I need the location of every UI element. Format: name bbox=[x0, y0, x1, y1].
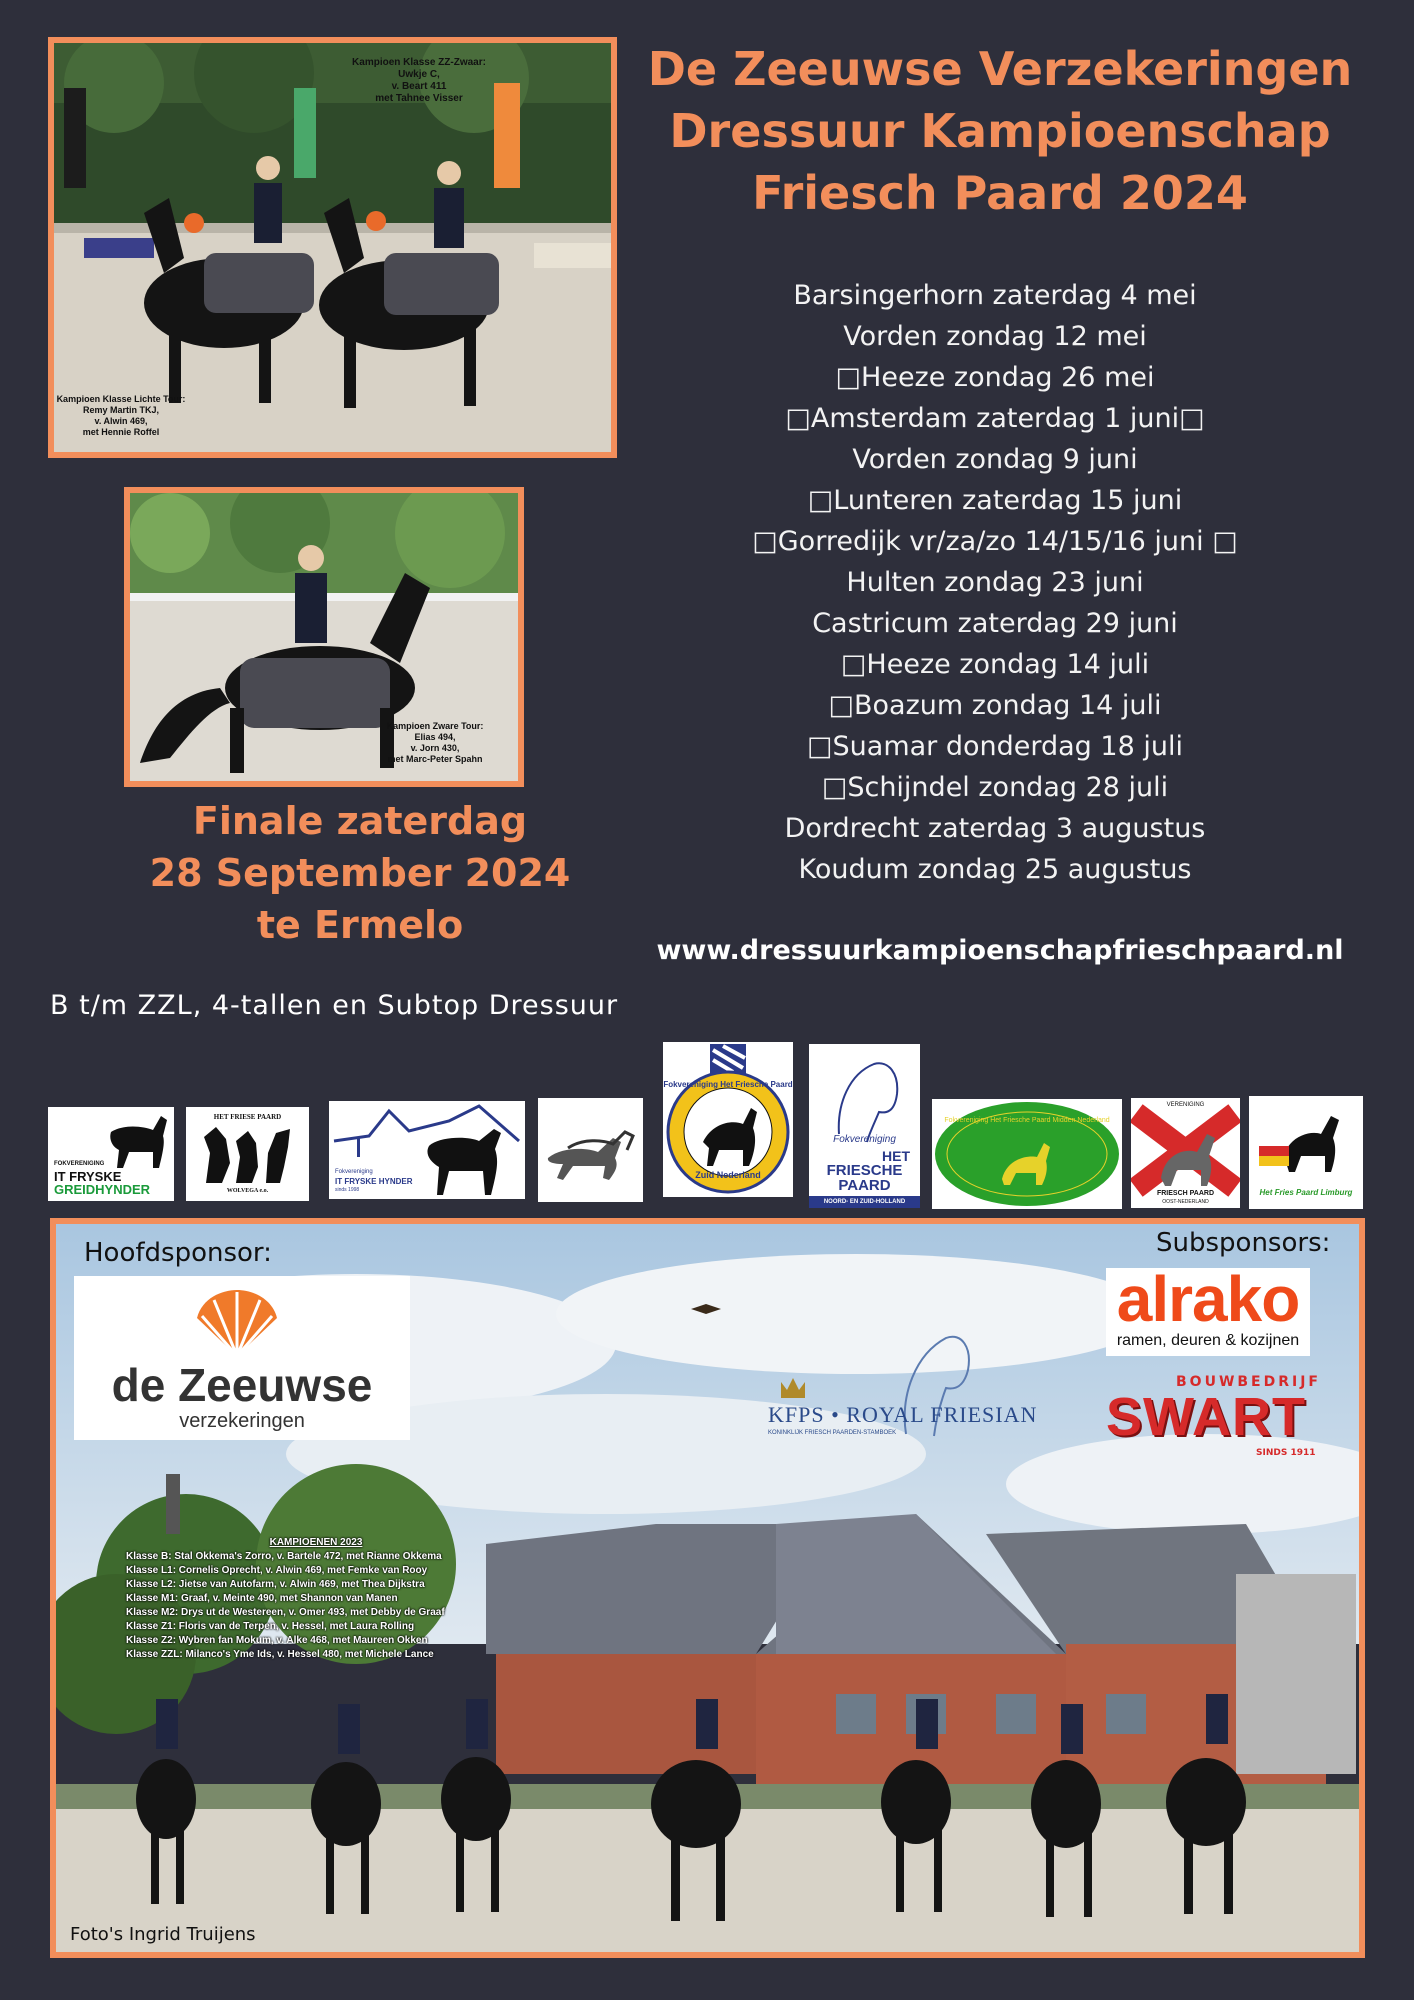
swart-wordmark: SWART bbox=[1106, 1387, 1306, 1447]
kampioen-line: Klasse M2: Drys ut de Westereen, v. Omer 493, met Debby de Graaf bbox=[126, 1607, 445, 1618]
caption-line: met Marc-Peter Spahn bbox=[387, 754, 483, 764]
logo-text: Het Fries Paard Limburg bbox=[1259, 1188, 1353, 1197]
logo-text: PAARD bbox=[838, 1177, 891, 1194]
photo-credit: Foto's Ingrid Truijens bbox=[70, 1924, 256, 1945]
kampioen-line: Klasse L1: Cornelis Oprecht, v. Alwin 469, met Femke van Rooy bbox=[126, 1565, 428, 1576]
zeeuwse-sub: verzekeringen bbox=[179, 1410, 305, 1432]
logo-text: Fokvereniging Het Friesche Paard Midden Nederland bbox=[944, 1117, 1110, 1124]
kampioenen-title: KAMPIOENEN 2023 bbox=[269, 1537, 363, 1548]
zeeuwse-wordmark: de Zeeuwse bbox=[111, 1359, 373, 1411]
schedule-item: □Heeze zondag 26 mei bbox=[835, 362, 1155, 393]
schedule-item: Koudum zondag 25 augustus bbox=[798, 854, 1192, 885]
logo-text: OOST-NEDERLAND bbox=[1162, 1199, 1209, 1205]
schedule-item: Castricum zaterdag 29 juni bbox=[812, 608, 1178, 639]
schedule-item: Vorden zondag 12 mei bbox=[843, 321, 1147, 352]
schedule-item: Vorden zondag 9 juni bbox=[852, 444, 1138, 475]
logo-text: FRIESCH PAARD bbox=[1156, 1190, 1215, 1197]
logo-text: FRIESCHE bbox=[826, 1162, 903, 1179]
hoofdsponsor-label: Hoofdsponsor: bbox=[84, 1238, 272, 1268]
logo-swart bbox=[1106, 1374, 1321, 1464]
photo1-caption-bottom bbox=[56, 394, 186, 438]
schedule-item: Barsingerhorn zaterdag 4 mei bbox=[793, 280, 1197, 311]
schedule-item: □Suamar donderdag 18 juli bbox=[807, 731, 1183, 762]
logo-het-friesche-paard-noord-zuid-holland bbox=[809, 1044, 920, 1208]
caption-line: met Tahnee Visser bbox=[375, 93, 463, 104]
title-line: Dressuur Kampioenschap bbox=[669, 104, 1331, 158]
caption-line: v. Jorn 430, bbox=[410, 743, 460, 753]
logo-de-zeeuwse bbox=[74, 1276, 410, 1440]
caption-line: Elias 494, bbox=[414, 732, 456, 742]
logo-text: NOORD- EN ZUID-HOLLAND bbox=[809, 1196, 920, 1208]
schedule-item: Hulten zondag 23 juni bbox=[846, 567, 1144, 598]
kampioen-line: Klasse L2: Jietse van Autofarm, v. Alwin 469, met Thea Dijkstra bbox=[126, 1579, 425, 1590]
logo-text: FOKVERENIGING bbox=[54, 1161, 105, 1167]
logo-it-fryske-hynder bbox=[329, 1101, 525, 1199]
photo-ring-pair bbox=[48, 37, 617, 458]
logo-het-fries-paard-limburg bbox=[1249, 1096, 1363, 1209]
finale-line: Finale zaterdag bbox=[192, 799, 528, 843]
schedule-item: □Heeze zondag 14 juli bbox=[840, 649, 1150, 680]
shell-icon bbox=[192, 1288, 282, 1358]
logo-text: IT FRYSKE HYNDER bbox=[335, 1177, 413, 1186]
logo-het-friese-paard-wolvega bbox=[186, 1107, 309, 1201]
kfps-text-a bbox=[768, 1402, 1037, 1428]
kfps-friesian: FRIESIAN bbox=[930, 1402, 1038, 1427]
kampioen-line: Klasse B: Stal Okkema's Zorro, v. Bartele 472, met Rianne Okkema bbox=[126, 1551, 442, 1562]
kampioen-line: Klasse Z2: Wybren fan Mokum, v. Alke 468, met Maureen Okken bbox=[126, 1635, 428, 1646]
photo-zware-tour bbox=[124, 487, 524, 787]
event-schedule bbox=[700, 275, 1290, 890]
caption-line: Remy Martin TKJ, bbox=[82, 405, 160, 415]
logo-text: Fokvereniging Het Friesche Paard bbox=[663, 1080, 793, 1089]
logo-text: Fokvereniging bbox=[335, 1169, 373, 1175]
crown-icon bbox=[778, 1372, 808, 1402]
finale-block bbox=[110, 795, 610, 951]
kampioenen-list bbox=[126, 1536, 506, 1662]
logo-text: WOLVEGA e.o. bbox=[226, 1188, 269, 1194]
caption-line: v. Beart 411 bbox=[391, 81, 447, 92]
green-oval-icon bbox=[932, 1099, 1122, 1209]
logo-text: IT FRYSKE bbox=[54, 1169, 122, 1184]
logo-fokvereniging-midden-nederland bbox=[932, 1099, 1122, 1209]
photo1-caption-top bbox=[304, 57, 534, 105]
swart-sub: SINDS 1911 bbox=[1256, 1448, 1316, 1458]
title-line: De Zeeuwse Verzekeringen bbox=[647, 42, 1353, 96]
logo-text: HET bbox=[882, 1148, 910, 1164]
website-link[interactable]: www.dressuurkampioenschapfrieschpaard.nl bbox=[656, 935, 1344, 966]
horse-head-sketch-icon bbox=[819, 1054, 910, 1144]
title-line: Friesch Paard 2024 bbox=[752, 166, 1248, 220]
caption-line: v. Alwin 469, bbox=[94, 416, 148, 426]
caption-line: Kampioen Klasse Lichte Tour: bbox=[56, 394, 186, 404]
alrako-sub: ramen, deuren & kozijnen bbox=[1116, 1332, 1300, 1349]
event-title bbox=[620, 38, 1380, 224]
kampioen-line: Klasse Z1: Floris van de Terpen, v. Hessel, met Laura Rolling bbox=[126, 1621, 415, 1632]
finale-line: 28 September 2024 bbox=[149, 851, 571, 895]
logo-text: VERENIGING bbox=[1166, 1102, 1205, 1108]
classes-text: B t/m ZZL, 4-tallen en Subtop Dressuur bbox=[50, 990, 619, 1021]
logo-text: GREIDHYNDER bbox=[54, 1182, 151, 1197]
logo-friesch-paard-oost-nederland bbox=[1131, 1098, 1240, 1208]
logo-text: HET FRIESE PAARD bbox=[213, 1113, 282, 1121]
kampioen-line: Klasse M1: Graaf, v. Meinte 490, met Shannon van Manen bbox=[126, 1593, 398, 1604]
alrako-wordmark: alrako bbox=[1116, 1263, 1300, 1335]
kampioen-line: Klasse ZZL: Milanco's Yme Ids, v. Hessel 480, met Michele Lance bbox=[126, 1649, 434, 1660]
caption-line: Uwkje C, bbox=[398, 69, 440, 80]
logo-text: sinds 1998 bbox=[335, 1187, 360, 1193]
schedule-item: □Boazum zondag 14 juli bbox=[828, 690, 1162, 721]
logo-text: Fokvereniging bbox=[833, 1134, 896, 1145]
logo-fokvereniging-zuid-nederland bbox=[663, 1042, 793, 1197]
kfps-sub: KONINKLIJK FRIESCH PAARDEN-STAMBOEK bbox=[768, 1430, 897, 1436]
rearing-horses-icon bbox=[196, 1123, 299, 1185]
logo-alrako bbox=[1106, 1263, 1310, 1356]
swart-top: BOUWBEDRIJF bbox=[1176, 1374, 1321, 1390]
schedule-item: Dordrecht zaterdag 3 augustus bbox=[784, 813, 1206, 844]
sponsors-photo bbox=[50, 1218, 1365, 1958]
photo2-caption bbox=[360, 721, 510, 765]
caption-line: Kampioen Zware Tour: bbox=[386, 721, 484, 731]
schedule-item: □Lunteren zaterdag 15 juni bbox=[807, 485, 1183, 516]
schedule-item: □Amsterdam zaterdag 1 juni□ bbox=[785, 403, 1205, 434]
caption-line: met Hennie Roffel bbox=[82, 427, 160, 437]
kfps-royal: KFPS • ROYAL bbox=[768, 1402, 924, 1427]
finale-line: te Ermelo bbox=[256, 903, 464, 947]
caption-line: Kampioen Klasse ZZ-Zwaar: bbox=[352, 57, 486, 68]
schedule-item: □Gorredijk vr/za/zo 14/15/16 juni □ bbox=[752, 526, 1238, 557]
logo-galloping-horses bbox=[538, 1098, 643, 1202]
subsponsors-label: Subsponsors: bbox=[1156, 1228, 1331, 1258]
logo-it-fryske-greidhynder bbox=[48, 1107, 174, 1201]
galloping-horses-icon bbox=[543, 1118, 638, 1182]
logo-text: Zuid Nederland bbox=[695, 1170, 761, 1180]
schedule-item: □Schijndel zondag 28 juli bbox=[821, 772, 1169, 803]
